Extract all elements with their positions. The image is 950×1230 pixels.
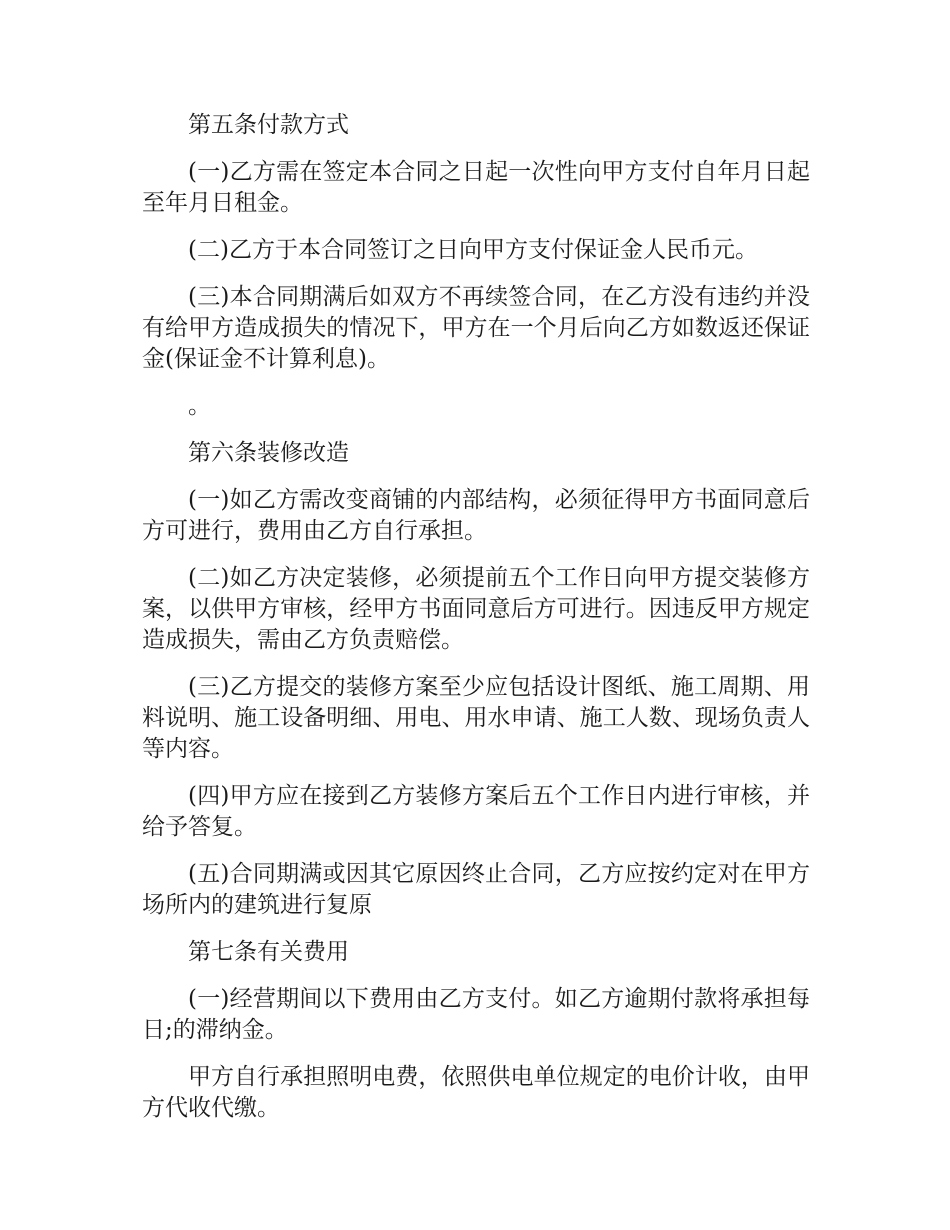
clause-5-2: (二)乙方于本合同签订之日向甲方支付保证金人民币元。 [188, 237, 758, 263]
section-heading-6: 第六条装修改造 [188, 440, 349, 466]
clause-7-1: (一)经营期间以下费用由乙方支付。如乙方逾期付款将承担每日;的滞纳金。 [142, 986, 810, 1043]
section-heading-7: 第七条有关费用 [188, 939, 349, 965]
clause-6-3: (三)乙方提交的装修方案至少应包括设计图纸、施工周期、用料说明、施工设备明细、用电、用水申请、施工人数、现场负责人等内容。 [142, 674, 810, 762]
clause-7-lighting: 甲方自行承担照明电费，依照供电单位规定的电价计收，由甲方代收代缴。 [142, 1064, 810, 1121]
stray-period: 。 [188, 393, 211, 419]
clause-6-1: (一)如乙方需改变商铺的内部结构，必须征得甲方书面同意后方可进行，费用由乙方自行承担。 [142, 487, 810, 544]
section-heading-5: 第五条付款方式 [188, 112, 349, 138]
clause-6-2: (二)如乙方决定装修，必须提前五个工作日向甲方提交装修方案，以供甲方审核，经甲方书面同意后方可进行。因违反甲方规定造成损失，需由乙方负责赔偿。 [142, 565, 810, 653]
document-body [142, 110, 810, 1140]
clause-6-4: (四)甲方应在接到乙方装修方案后五个工作日内进行审核，并给予答复。 [142, 783, 810, 840]
clause-5-3: (三)本合同期满后如双方不再续签合同，在乙方没有违约并没有给甲方造成损失的情况下，甲方在一个月后向乙方如数返还保证金(保证金不计算利息)。 [142, 284, 810, 372]
clause-6-5: (五)合同期满或因其它原因终止合同，乙方应按约定对在甲方场所内的建筑进行复原 [142, 861, 810, 918]
clause-5-1: (一)乙方需在签定本合同之日起一次性向甲方支付自年月日起至年月日租金。 [142, 159, 810, 216]
